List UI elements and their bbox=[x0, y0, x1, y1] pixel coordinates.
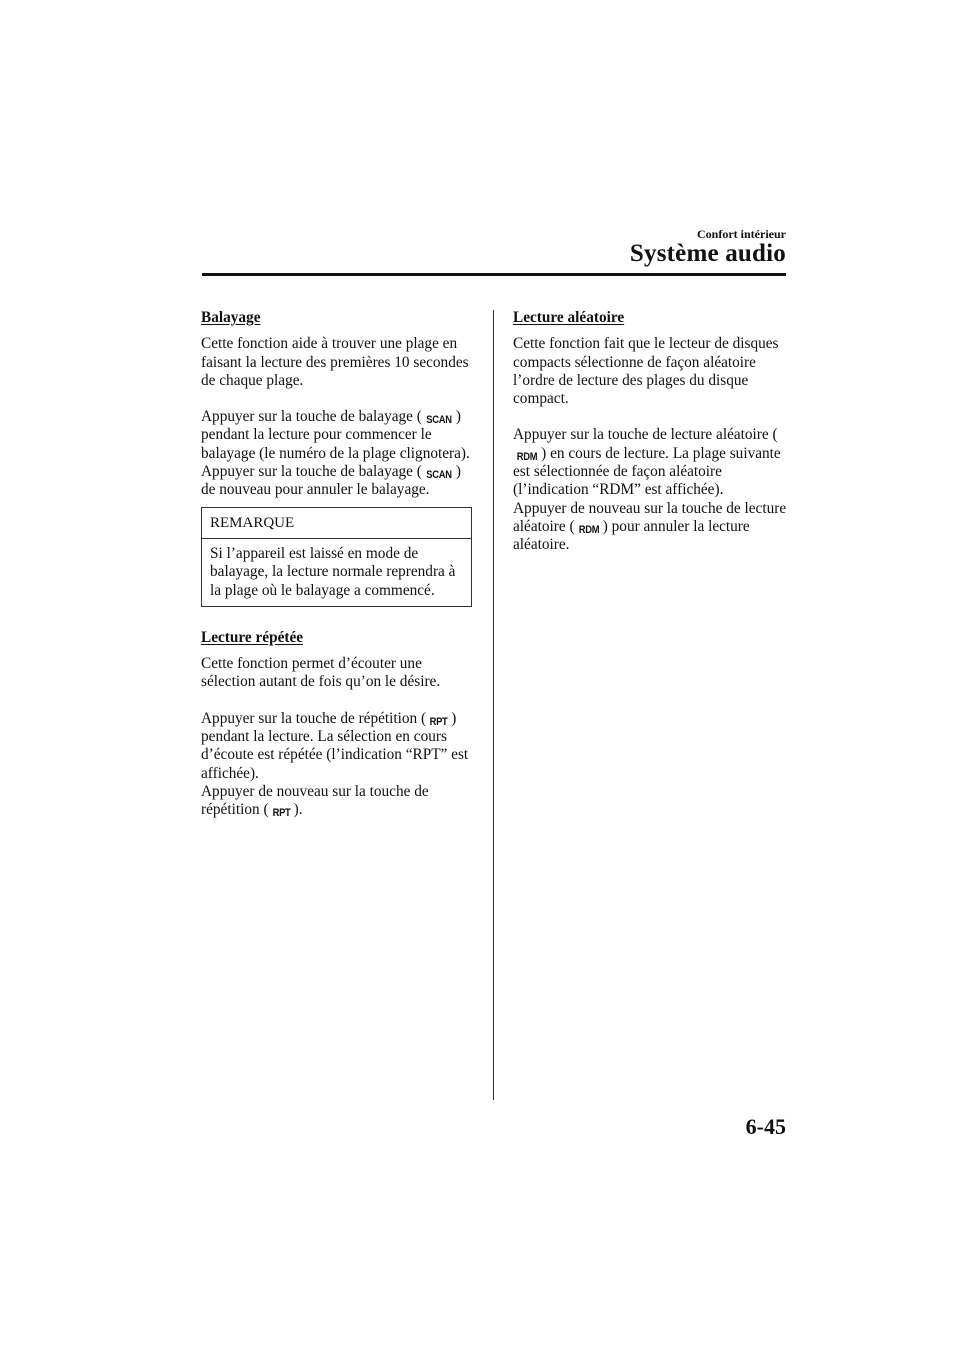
repetee-intro: Cette fonction permet d’écouter une sélection autant de fois qu’on le désire. bbox=[201, 655, 441, 691]
text: Appuyer sur la touche de balayage ( bbox=[201, 463, 422, 481]
heading-lecture-aleatoire: Lecture aléatoire bbox=[513, 309, 625, 326]
text: ) pour annuler la lecture aléatoire. bbox=[513, 517, 750, 554]
balayage-intro: Cette fonction aide à trouver une plage en faisant la lecture des premières 10 secondes de chaque plage. bbox=[201, 335, 469, 389]
note-body: Si l’appareil est laissé en mode de balayage, la lecture normale reprendra à la plage où le balayage a commencé. bbox=[210, 544, 456, 599]
note-box bbox=[201, 507, 472, 607]
note-title: REMARQUE bbox=[202, 508, 471, 539]
text: Appuyer sur la touche de répétition ( bbox=[201, 709, 427, 727]
section-label: Confort intérieur bbox=[697, 227, 786, 241]
text: ). bbox=[293, 801, 303, 819]
page-number: 6-45 bbox=[745, 1114, 786, 1139]
scan-button-icon: SCAN bbox=[426, 414, 452, 427]
rdm-button-icon: RDM bbox=[578, 523, 599, 536]
text: Appuyer sur la touche de balayage ( bbox=[201, 408, 422, 426]
rdm-button-icon: RDM bbox=[516, 450, 538, 463]
text: ) en cours de lecture. La plage suivante est sélectionnée de façon aléatoire (l’indication “RDM” est affichée). bbox=[513, 444, 781, 499]
heading-lecture-repetee: Lecture répétée bbox=[201, 628, 304, 646]
repetee-instruction-start bbox=[201, 710, 476, 783]
repetee-instruction-cancel bbox=[201, 783, 476, 820]
text: ) pendant la lecture pour commencer le balayage (le numéro de la plage clignotera). bbox=[201, 408, 470, 462]
header-divider bbox=[202, 273, 786, 276]
right-column bbox=[513, 309, 788, 555]
balayage-instruction-cancel bbox=[201, 463, 476, 500]
aleatoire-instruction-cancel bbox=[513, 500, 788, 555]
text: ) pendant la lecture. La sélection en cours d’écoute est répétée (l’indication “RPT” est affichée). bbox=[201, 709, 469, 782]
rpt-button-icon: RPT bbox=[272, 807, 291, 820]
balayage-instruction-start bbox=[201, 408, 476, 463]
column-divider bbox=[493, 310, 494, 1100]
rpt-button-icon: RPT bbox=[429, 715, 448, 728]
aleatoire-instruction-start bbox=[513, 426, 788, 499]
text: Appuyer de nouveau sur la touche de lecture aléatoire ( bbox=[513, 499, 787, 535]
heading-balayage: Balayage bbox=[201, 309, 261, 326]
text: Appuyer de nouveau sur la touche de répétition ( bbox=[201, 782, 429, 819]
left-column bbox=[201, 309, 476, 820]
page-title: Système audio bbox=[629, 240, 786, 267]
text: ) de nouveau pour annuler le balayage. bbox=[201, 463, 461, 499]
aleatoire-intro: Cette fonction fait que le lecteur de disques compacts sélectionne de façon aléatoire l’ordre de lecture des plages du disque compact. bbox=[513, 335, 779, 408]
scan-button-icon: SCAN bbox=[426, 469, 452, 482]
text: Appuyer sur la touche de lecture aléatoire ( bbox=[513, 426, 778, 444]
